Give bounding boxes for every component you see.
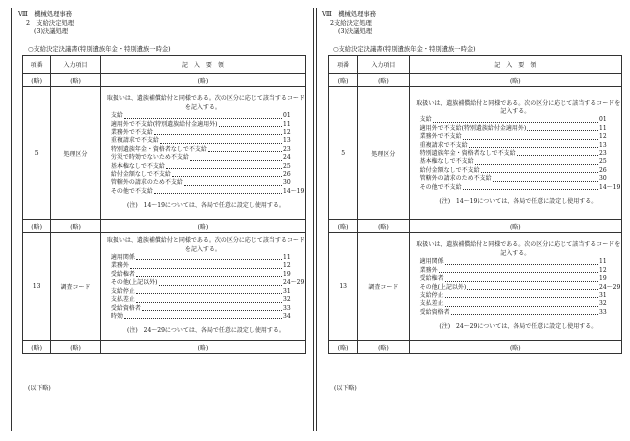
column-header-desc: 記 入 要 領	[100, 56, 305, 74]
code-value: 23	[599, 150, 607, 157]
omitted-cell: (略)	[100, 220, 305, 233]
code-value: 31	[599, 291, 607, 299]
code-label: 支給	[110, 112, 123, 120]
code-value: 13	[283, 137, 291, 145]
table-row-survey-code	[329, 233, 622, 341]
chapter-title: Ⅷ 機械処理事務	[322, 11, 376, 18]
leader-dots	[451, 314, 598, 315]
code-value: 19	[599, 275, 607, 283]
leader-dots	[190, 160, 282, 161]
code-value: 26	[283, 171, 291, 179]
omitted-cell: (略)	[51, 341, 101, 354]
code-entry	[101, 137, 305, 145]
code-entry	[410, 267, 621, 275]
spec-table	[328, 55, 622, 354]
leader-dots	[445, 281, 598, 282]
code-label: 支給停止	[419, 291, 444, 299]
omitted-cell: (略)	[100, 341, 305, 354]
code-label: 適用関係	[110, 254, 135, 262]
code-value: 24	[283, 154, 291, 162]
code-entry	[410, 300, 621, 308]
code-entry	[101, 279, 305, 287]
code-value: 14～19	[599, 183, 621, 191]
omitted-cell: (略)	[51, 220, 101, 233]
code-label: 受給権者	[419, 275, 444, 283]
code-entry	[101, 296, 305, 304]
code-label: 支払差止	[110, 296, 135, 304]
section-title: 2 支給決定処理	[26, 19, 75, 27]
description-intro: 取扱いは、遺族補償給付と同様である。次の区分に応じて該当するコードを記入する。	[416, 241, 621, 257]
page-after	[316, 0, 630, 441]
code-entry	[101, 121, 305, 129]
code-value: 31	[283, 287, 291, 295]
leader-dots	[475, 164, 598, 165]
code-label: 給付金額なしで不支給	[110, 171, 171, 179]
omitted-cell: (略)	[329, 341, 358, 354]
description-note: (注) 14～19については、各局で任意に設定し使用する。	[439, 198, 598, 206]
section-header	[18, 11, 74, 37]
code-entry	[101, 305, 305, 313]
code-entry	[410, 284, 621, 292]
code-value: 24～29	[283, 279, 305, 287]
code-label: 基本権なしで不支給	[110, 162, 165, 170]
code-label: 受給資格者	[110, 304, 141, 312]
table-header-row	[329, 56, 622, 74]
omitted-cell: (略)	[23, 220, 51, 233]
omitted-row	[23, 220, 306, 233]
code-label: 業務外で不支給	[419, 133, 462, 141]
leader-dots	[159, 285, 283, 286]
omitted-row	[329, 220, 622, 233]
code-entry	[410, 158, 621, 166]
leader-dots	[154, 193, 282, 194]
leader-dots	[184, 185, 282, 186]
code-value: 11	[283, 254, 291, 262]
omitted-cell: (略)	[358, 220, 409, 233]
code-label: 適用外で不支給(特別遺族給付金適用外)	[419, 124, 527, 132]
code-value: 12	[599, 133, 607, 141]
omitted-cell: (略)	[23, 341, 51, 354]
leader-dots	[160, 143, 282, 144]
omitted-cell: (略)	[358, 74, 409, 87]
leader-dots	[481, 172, 598, 173]
leader-dots	[445, 306, 598, 307]
code-value: 19	[283, 270, 291, 278]
code-entry	[101, 188, 305, 196]
leader-dots	[136, 293, 282, 294]
omitted-cell: (略)	[409, 74, 621, 87]
code-value: 25	[283, 162, 291, 170]
code-entry	[101, 163, 305, 171]
code-label: その他(上記以外)	[110, 279, 158, 287]
code-entry	[101, 313, 305, 321]
row-item-name: 処理区分	[51, 87, 101, 220]
code-list	[410, 116, 621, 192]
code-entry	[410, 142, 621, 150]
leader-dots	[124, 318, 282, 319]
code-label: 管轄外の請求のため不支給	[419, 175, 492, 183]
code-label: その他で不支給	[110, 187, 153, 195]
omitted-cell: (略)	[329, 220, 358, 233]
code-entry	[410, 258, 621, 266]
leader-dots	[208, 151, 282, 152]
leader-dots	[433, 122, 598, 123]
leader-dots	[493, 181, 598, 182]
code-entry	[101, 154, 305, 162]
code-entry	[101, 179, 305, 187]
code-value: 14～19	[283, 187, 305, 195]
page-before	[0, 0, 314, 441]
code-label: 業務外	[419, 266, 438, 274]
row-item-name: 処理区分	[358, 87, 409, 220]
code-label: 受給権者	[110, 270, 135, 278]
code-list	[101, 112, 305, 196]
code-label: その他(上記以外)	[419, 283, 467, 291]
table-header-row	[23, 56, 306, 74]
code-value: 12	[599, 266, 607, 274]
code-label: 特別遺族年金・資格者なしで不支給	[110, 145, 207, 153]
omitted-row	[23, 74, 306, 87]
code-entry	[410, 167, 621, 175]
document-title: ○支給決定決議書(特別遺族年金・特別遺族一時金)	[333, 46, 476, 53]
leader-dots	[469, 147, 598, 148]
section-header	[322, 11, 376, 37]
section-title: 2支給決定処理	[330, 19, 372, 27]
leader-dots	[439, 272, 598, 273]
leader-dots	[517, 155, 598, 156]
omitted-cell: (略)	[23, 74, 51, 87]
leader-dots	[219, 126, 283, 127]
page-divider	[313, 8, 314, 431]
code-label: 適用外で不支給(特別遺族給付金適用外)	[110, 120, 218, 128]
code-label: 重複請求で不支給	[419, 141, 468, 149]
code-value: 01	[283, 112, 291, 120]
omitted-row	[329, 74, 622, 87]
omitted-cell: (略)	[329, 74, 358, 87]
code-label: 重複請求で不支給	[110, 137, 159, 145]
code-entry	[410, 184, 621, 192]
description-intro: 取扱いは、遺族補償給付と同様である。次の区分に応じて該当するコードを記入する。	[106, 95, 305, 111]
omitted-remainder: (以下略)	[28, 385, 51, 392]
code-value: 11	[599, 258, 607, 266]
code-label: その他で不支給	[419, 183, 462, 191]
subsection-title: (3)決議処理	[338, 28, 373, 36]
code-value: 32	[599, 300, 607, 308]
row-number: 13	[329, 233, 358, 341]
leader-dots	[527, 130, 598, 131]
omitted-row	[23, 341, 306, 354]
code-label: 基本権なしで不支給	[419, 158, 474, 166]
code-list	[101, 254, 305, 321]
row-number: 13	[23, 233, 51, 341]
column-header-item: 入力項目	[358, 56, 409, 74]
leader-dots	[136, 259, 282, 260]
page-border	[11, 8, 12, 431]
table-row-survey-code	[23, 233, 306, 341]
column-header-item: 入力項目	[51, 56, 101, 74]
row-description	[409, 233, 621, 341]
code-label: 支払差止	[419, 300, 444, 308]
code-entry	[101, 254, 305, 262]
leader-dots	[445, 264, 598, 265]
code-list	[410, 258, 621, 317]
code-value: 01	[599, 116, 607, 124]
code-value: 11	[599, 124, 607, 132]
table-row-processing-type	[329, 87, 622, 220]
spec-table	[22, 55, 306, 354]
code-value: 32	[283, 296, 291, 304]
code-label: 支給停止	[110, 287, 135, 295]
code-entry	[410, 275, 621, 283]
code-value: 24～29	[599, 283, 621, 291]
page-border	[316, 8, 317, 431]
leader-dots	[130, 268, 282, 269]
code-label: 管轄外の請求のため不支給	[110, 179, 183, 187]
leader-dots	[124, 118, 282, 119]
leader-dots	[136, 276, 282, 277]
code-value: 33	[283, 304, 291, 312]
table-row-processing-type	[23, 87, 306, 220]
code-entry	[101, 262, 305, 270]
code-label: 支給	[419, 116, 432, 124]
document-title: ○支給決定決議書(特別遺族年金・特別遺族一時金)	[28, 46, 171, 53]
omitted-cell: (略)	[51, 74, 101, 87]
leader-dots	[463, 139, 598, 140]
leader-dots	[463, 189, 598, 190]
code-label: 給付金額なしで不支給	[419, 166, 480, 174]
code-label: 受給資格者	[419, 308, 450, 316]
subsection-title: (3)決議処理	[34, 28, 69, 36]
code-entry	[410, 116, 621, 124]
code-label: 業務外	[110, 262, 129, 270]
description-note: (注) 14～19については、各局で任意に設定し使用する。	[126, 202, 285, 210]
code-entry	[101, 288, 305, 296]
code-value: 23	[283, 145, 291, 153]
chapter-title: Ⅷ 機械処理事務	[18, 11, 72, 18]
code-value: 12	[283, 128, 291, 136]
row-description	[409, 87, 621, 220]
column-header-desc: 記 入 要 領	[409, 56, 621, 74]
column-header-no: 項番	[329, 56, 358, 74]
code-entry	[101, 112, 305, 120]
description-intro: 取扱いは、遺族補償給付と同様である。次の区分に応じて該当するコードを記入する。	[416, 99, 621, 115]
code-value: 26	[599, 166, 607, 174]
column-header-no: 項番	[23, 56, 51, 74]
omitted-cell: (略)	[409, 341, 621, 354]
code-entry	[410, 125, 621, 133]
code-entry	[410, 309, 621, 317]
code-label: 特別遺族年金・資格者なしで不支給	[419, 150, 516, 157]
leader-dots	[142, 310, 282, 311]
code-label: 業務外で不支給	[110, 128, 153, 136]
leader-dots	[136, 302, 282, 303]
code-value: 33	[599, 308, 607, 316]
omitted-row	[329, 341, 622, 354]
code-label: 時効	[110, 312, 123, 320]
row-description	[100, 87, 305, 220]
row-number: 5	[23, 87, 51, 220]
omitted-cell: (略)	[358, 341, 409, 354]
description-note: (注) 24～29については、各局で任意に設定し使用する。	[126, 327, 285, 335]
description-note: (注) 24～29については、各局で任意に設定し使用する。	[439, 323, 598, 331]
leader-dots	[166, 168, 282, 169]
omitted-cell: (略)	[100, 74, 305, 87]
code-value: 30	[283, 179, 291, 187]
code-entry	[410, 133, 621, 141]
row-item-name: 調査コード	[51, 233, 101, 341]
code-label: 適用関係	[419, 258, 444, 266]
code-label: 労災で時効でないため不支給	[110, 154, 189, 162]
row-number: 5	[329, 87, 358, 220]
code-value: 30	[599, 175, 607, 183]
omitted-remainder: (以下略)	[334, 385, 357, 392]
leader-dots	[467, 289, 598, 290]
code-value: 34	[283, 312, 291, 320]
row-item-name: 調査コード	[358, 233, 409, 341]
omitted-cell: (略)	[409, 220, 621, 233]
row-description	[100, 233, 305, 341]
code-entry	[410, 175, 621, 183]
code-value: 12	[283, 262, 291, 270]
code-value: 13	[599, 141, 607, 149]
description-intro: 取扱いは、遺族補償給付と同様である。次の区分に応じて該当するコードを記入する。	[106, 237, 305, 253]
leader-dots	[172, 176, 282, 177]
code-value: 11	[283, 120, 291, 128]
code-value: 25	[599, 158, 607, 166]
leader-dots	[445, 297, 598, 298]
leader-dots	[154, 134, 282, 135]
code-entry	[101, 146, 305, 154]
